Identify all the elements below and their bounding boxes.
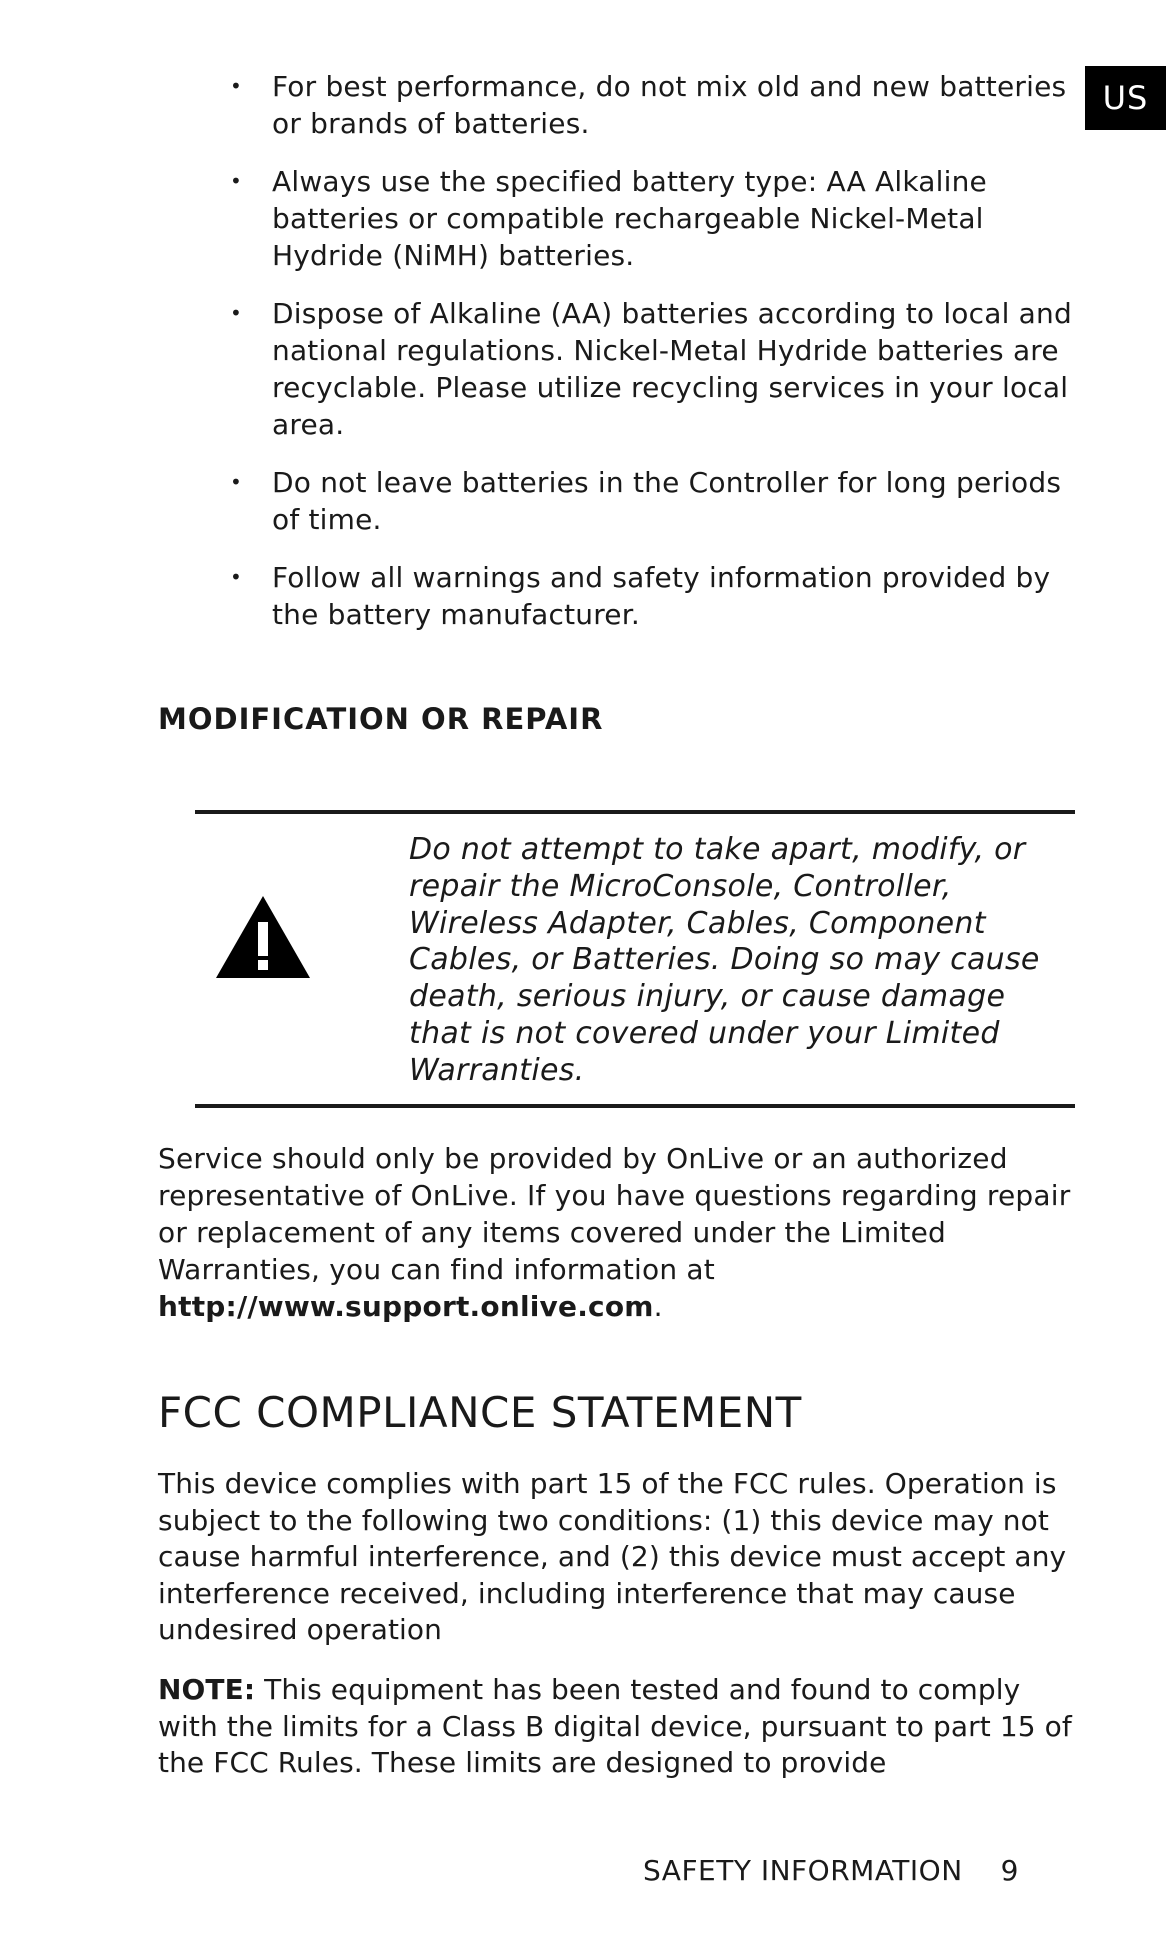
bullet-dot: •: [230, 169, 242, 193]
bullet-dot: •: [230, 565, 242, 589]
note-text: This equipment has been tested and found to comply with the limits for a Class B digital device, pursuant to part 15 of the FCC Rules. These limits are designed to provide: [158, 1673, 1072, 1780]
note-label: NOTE:: [158, 1673, 256, 1706]
bullet-item: [228, 559, 1088, 633]
page-number: 9: [1000, 1854, 1019, 1887]
bullet-text: Always use the specified battery type: AA Alkaline batteries or compatible rechargeable Nickel-Metal Hydride (NiMH) batteries.: [272, 165, 987, 272]
bullet-item: [228, 68, 1088, 142]
bullet-dot: •: [230, 470, 242, 494]
language-tab: US: [1085, 66, 1166, 130]
bullet-text: Do not leave batteries in the Controller for long periods of time.: [272, 466, 1062, 536]
bullet-text: Follow all warnings and safety information provided by the battery manufacturer.: [272, 561, 1051, 631]
bullet-dot: •: [230, 74, 242, 98]
support-url-link[interactable]: http://www.support.onlive.com: [158, 1290, 654, 1323]
bullet-text: Dispose of Alkaline (AA) batteries according to local and national regulations. Nickel-Metal Hydride batteries are recyclable. Please utilize recycling services in your local area.: [272, 297, 1072, 441]
warning-box: [195, 810, 1075, 1108]
bullet-text: For best performance, do not mix old and new batteries or brands of batteries.: [272, 70, 1067, 140]
note-paragraph: [158, 1672, 1078, 1782]
service-end: .: [653, 1290, 663, 1323]
bullet-dot: •: [230, 301, 242, 325]
bullet-item: [228, 163, 1088, 274]
fcc-paragraph: This device complies with part 15 of the FCC rules. Operation is subject to the following two conditions: (1) this device may not cause harmful interference, and (2) this device must accept any interference received, including interference that may cause undesired operation: [158, 1467, 1067, 1647]
bullet-item: [228, 295, 1088, 443]
warning-triangle-icon: [213, 892, 313, 982]
battery-bullet-list: [228, 68, 1088, 654]
footer-section-label: SAFETY INFORMATION: [643, 1854, 963, 1887]
modification-heading: MODIFICATION OR REPAIR: [158, 702, 604, 736]
bullet-item: [228, 464, 1088, 538]
service-text: Service should only be provided by OnLive or an authorized representative of OnLive. If you have questions regarding repair or replacement of any items covered under the Limited Warranties, you can find information at: [158, 1142, 1071, 1286]
fcc-heading: FCC COMPLIANCE STATEMENT: [158, 1388, 802, 1437]
warning-text: Do not attempt to take apart, modify, or repair the MicroConsole, Controller, Wireless Adapter, Cables, Component Cables, or Batteries. Doing so may cause death, serious injury, or cause damage that is not covered under your Limited Warranties.: [409, 832, 1040, 1088]
page-footer: [643, 1854, 1019, 1887]
service-paragraph: [158, 1140, 1078, 1325]
